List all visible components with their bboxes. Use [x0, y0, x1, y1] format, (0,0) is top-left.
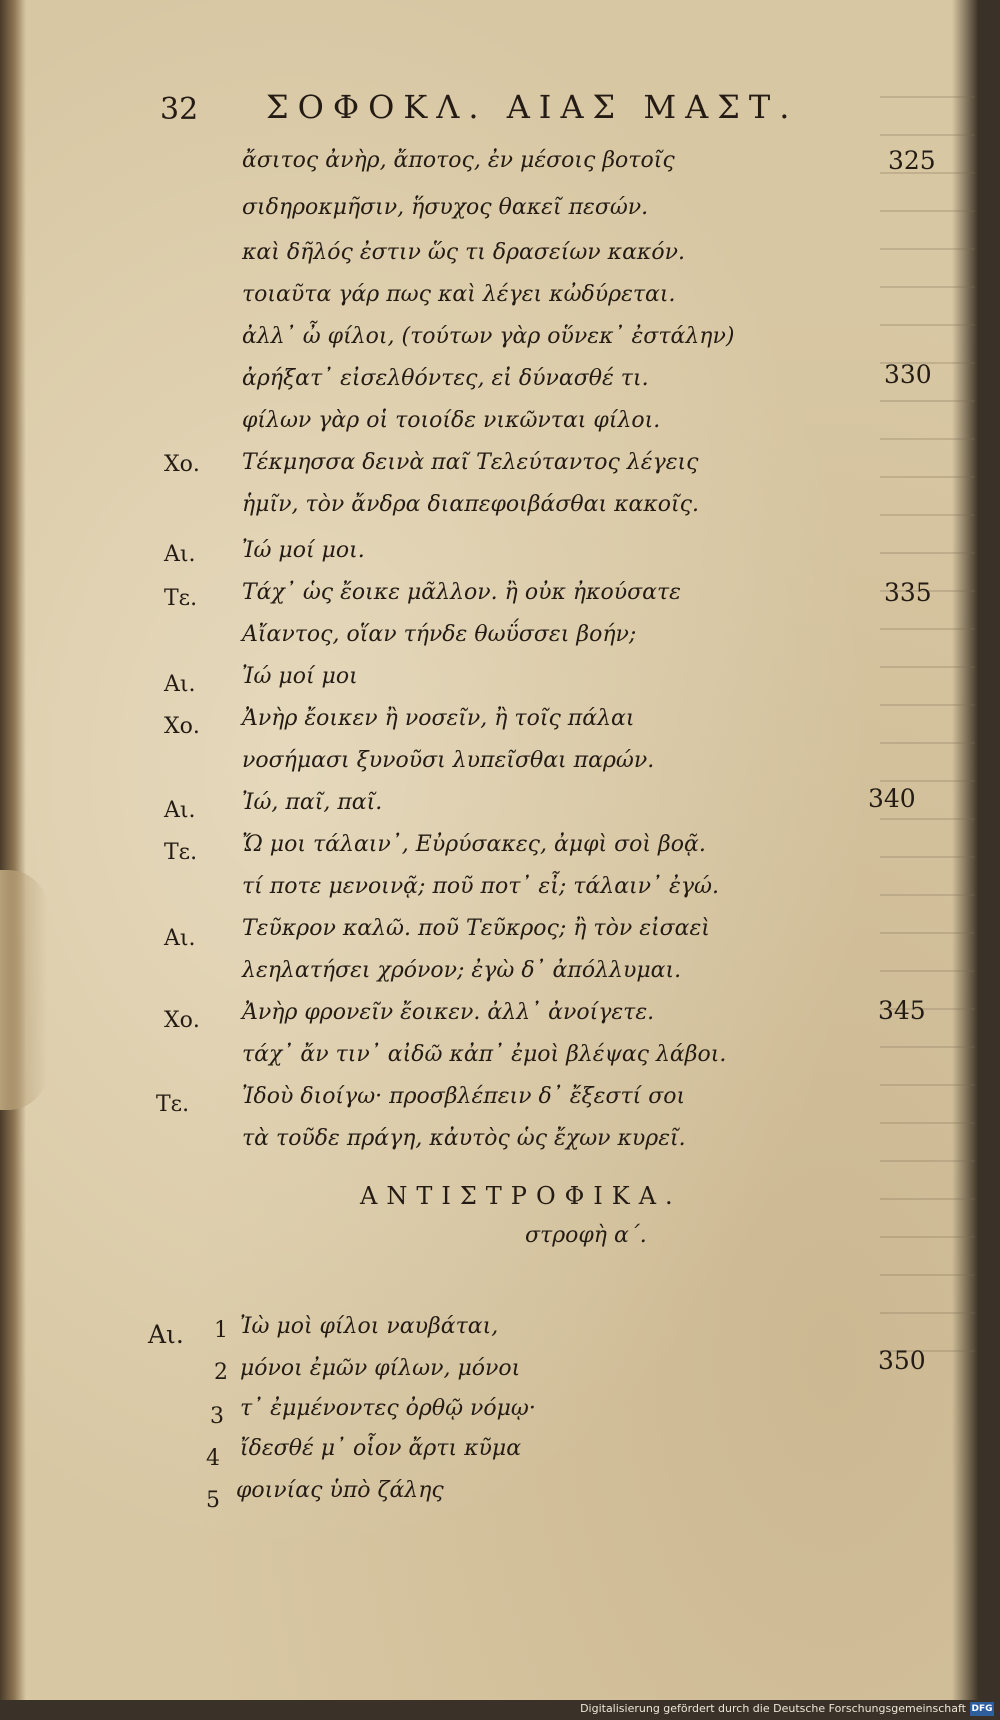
strophe-line: μόνοι ἐμῶν φίλων, μόνοι	[240, 1356, 521, 1381]
speaker-label: Αι.	[164, 926, 196, 951]
verse-line: ἡμῖν, τὸν ἄνδρα διαπεφοιβάσθαι κακοῖς.	[242, 492, 699, 517]
speaker-label: Τε.	[164, 586, 198, 611]
verse-line: Ἰώ μοί μοι	[242, 664, 358, 689]
speaker-label: Αι.	[148, 1320, 184, 1349]
verse-line: φίλων γὰρ οἱ τοιοίδε νικῶνται φίλοι.	[242, 408, 661, 433]
strophe-line-number: 5	[206, 1488, 220, 1513]
speaker-label: Αι.	[164, 672, 196, 697]
digitization-credit: Digitalisierung gefördert durch die Deutsche Forschungsgemeinschaft	[580, 1702, 966, 1715]
verse-line: λεηλατήσει χρόνον; ἐγὼ δ᾽ ἀπόλλυμαι.	[242, 958, 682, 983]
verse-line: τὰ τοῦδε πράγη, κἀυτὸς ὡς ἔχων κυρεῖ.	[242, 1126, 686, 1151]
verse-line: Τεῦκρον καλῶ. ποῦ Τεῦκρος; ἢ τὸν εἰσαεὶ	[242, 916, 710, 941]
page-stain	[0, 870, 48, 1110]
line-number: 340	[868, 784, 916, 813]
line-number: 345	[878, 996, 926, 1025]
verse-line: Ἰώ μοί μοι.	[242, 538, 365, 563]
verse-line: Ἰδοὺ διοίγω· προσβλέπειν δ᾽ ἔξεστί σοι	[242, 1084, 686, 1109]
verse-line: τί ποτε μενοινᾷ; ποῦ ποτ᾽ εἶ; τάλαιν᾽ ἐγώ.	[242, 874, 719, 899]
verse-line: ἄσιτος ἀνὴρ, ἄποτος, ἐν μέσοις βοτοῖς	[242, 148, 675, 173]
strophe-line-number: 1	[214, 1318, 228, 1343]
verse-line: ἀλλ᾽ ὦ φίλοι, (τούτων γὰρ οὕνεκ᾽ ἐστάλην)	[242, 324, 735, 349]
show-through-text	[880, 60, 975, 1360]
verse-line: Ἀνὴρ ἔοικεν ἢ νοσεῖν, ἢ τοῖς πάλαι	[242, 706, 635, 731]
line-number: 325	[888, 146, 936, 175]
page-gutter	[0, 0, 26, 1700]
strophe-line-number: 4	[206, 1446, 220, 1471]
verse-line: τάχ᾽ ἄν τιν᾽ αἰδῶ κἀπ᾽ ἐμοὶ βλέψας λάβοι.	[242, 1042, 727, 1067]
verse-line: σιδηροκμῆσιν, ἥσυχος θακεῖ πεσών.	[242, 195, 649, 220]
strophe-line: Ἰὼ μοὶ φίλοι ναυβάται,	[240, 1314, 499, 1339]
verse-line: καὶ δῆλός ἐστιν ὥς τι δρασείων κακόν.	[242, 240, 685, 265]
verse-line: νοσήμασι ξυνοῦσι λυπεῖσθαι παρών.	[242, 748, 655, 773]
verse-line: Τάχ᾽ ὡς ἔοικε μᾶλλον. ἢ οὐκ ἠκούσατε	[242, 580, 681, 605]
line-number: 350	[878, 1346, 926, 1375]
speaker-label: Αι.	[164, 798, 196, 823]
running-head: ΣΟΦΟΚΛ. ΑΙΑΣ ΜΑΣΤ.	[266, 88, 799, 126]
speaker-label: Χο.	[164, 714, 200, 739]
verse-line: τοιαῦτα γάρ πως καὶ λέγει κὠδύρεται.	[242, 282, 676, 307]
strophe-line-number: 2	[214, 1360, 228, 1385]
page-number: 32	[160, 92, 199, 127]
speaker-label: Τε.	[156, 1092, 190, 1117]
section-title: ΑΝΤΙΣΤΡΟΦΙΚΑ.	[360, 1182, 682, 1210]
speaker-label: Χο.	[164, 1008, 200, 1033]
speaker-label: Χο.	[164, 452, 200, 477]
verse-line: Τέκμησσα δεινὰ παῖ Τελεύταντος λέγεις	[242, 450, 699, 475]
strophe-line: ἴδεσθέ μ᾽ οἷον ἄρτι κῦμα	[240, 1436, 522, 1461]
verse-line: Ἀνὴρ φρονεῖν ἔοικεν. ἀλλ᾽ ἀνοίγετε.	[242, 1000, 655, 1025]
line-number: 335	[884, 578, 932, 607]
verse-line: Ὤ μοι τάλαιν᾽, Εὐρύσακες, ἀμφὶ σοὶ βοᾷ.	[242, 832, 706, 857]
strophe-line: τ᾽ ἐμμένοντες ὀρθῷ νόμῳ·	[240, 1396, 536, 1421]
speaker-label: Αι.	[164, 542, 196, 567]
section-subtitle: στροφὴ α΄.	[525, 1223, 647, 1248]
verse-line: ἀρήξατ᾽ εἰσελθόντες, εἰ δύνασθέ τι.	[242, 366, 649, 391]
line-number: 330	[884, 360, 932, 389]
verse-line: Ἰώ, παῖ, παῖ.	[242, 790, 383, 815]
dfg-logo: DFG	[971, 1704, 993, 1714]
speaker-label: Τε.	[164, 840, 198, 865]
strophe-line: φοινίας ὑπὸ ζάλης	[236, 1478, 444, 1503]
strophe-line-number: 3	[210, 1404, 224, 1429]
verse-line: Αἴαντος, οἵαν τήνδε θωΰσσει βοήν;	[242, 622, 637, 647]
